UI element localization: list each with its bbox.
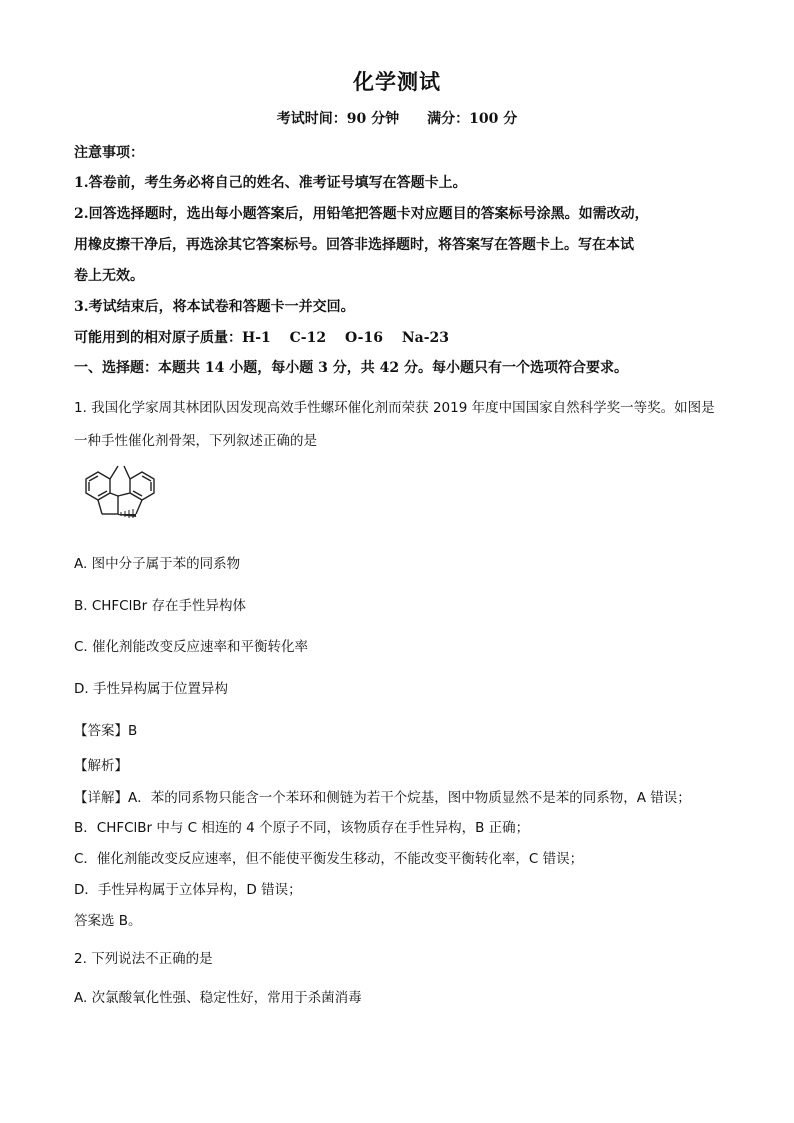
notice-heading: 注意事项： [74,145,144,161]
exam-info [0,108,794,128]
q1-option-d: D. 手性异构属于位置异构 [74,681,228,697]
notice-item: 2.回答选择题时，选出每小题答案后，用铅笔把答题卡对应题目的答案标号涂黑。如需改动， [74,206,649,222]
q1-explanation-line: D．手性异构属于立体异构，D 错误； [74,882,302,898]
notice-item: 1.答卷前，考生务必将自己的姓名、准考证号填写在答题卡上。 [74,175,467,191]
q1-explanation-line: B．CHFClBr 中与 C 相连的 4 个原子不同，该物质存在手性异构，B 正确； [74,820,530,836]
q1-option-a: A. 图中分子属于苯的同系物 [74,556,241,572]
q1-answer: 【答案】B [74,723,138,739]
q1-explanation-line: C．催化剂能改变反应速率，但不能使平衡发生移动，不能改变平衡转化率，C 错误； [74,851,584,867]
q1-explanation-line: 答案选 B。 [74,913,142,929]
q1-explanation-line: 【详解】A．苯的同系物只能含一个苯环和侧链为若干个烷基，图中物质显然不是苯的同系物，A 错误； [74,790,691,806]
q1-analysis-label: 【解析】 [74,758,128,774]
section-heading: 一、选择题：本题共 14 小题，每小题 3 分，共 42 分。每小题只有一个选项符合要求。 [74,360,628,376]
q1-option-b: B. CHFClBr 存在手性异构体 [74,598,246,614]
exam-score: 满分：100 分 [427,111,518,127]
question-2-stem: 2. 下列说法不正确的是 [74,951,213,967]
page-title: 化学测试 [353,69,441,94]
question-1-stem: 1. 我国化学家周其林团队因发现高效手性螺环催化剂而荣获 2019 年度中国国家自然科学奖一等奖。如图是 [74,400,715,416]
atomic-masses: 可能用到的相对原子质量：H-1 C-12 O-16 Na-23 [74,330,449,346]
notice-item: 卷上无效。 [74,268,144,284]
q2-option-a: A. 次氯酸氧化性强、稳定性好，常用于杀菌消毒 [74,990,362,1006]
exam-time: 考试时间：90 分钟 [276,111,400,127]
q1-option-c: C. 催化剂能改变反应速率和平衡转化率 [74,639,309,655]
notice-item: 3.考试结束后，将本试卷和答题卡一并交回。 [74,299,355,315]
notice-item: 用橡皮擦干净后，再选涂其它答案标号。回答非选择题时，将答案写在答题卡上。写在本试 [74,237,634,253]
question-1-stem-cont: 一种手性催化剂骨架，下列叙述正确的是 [74,433,317,449]
spiro-catalyst-structure [74,462,174,534]
